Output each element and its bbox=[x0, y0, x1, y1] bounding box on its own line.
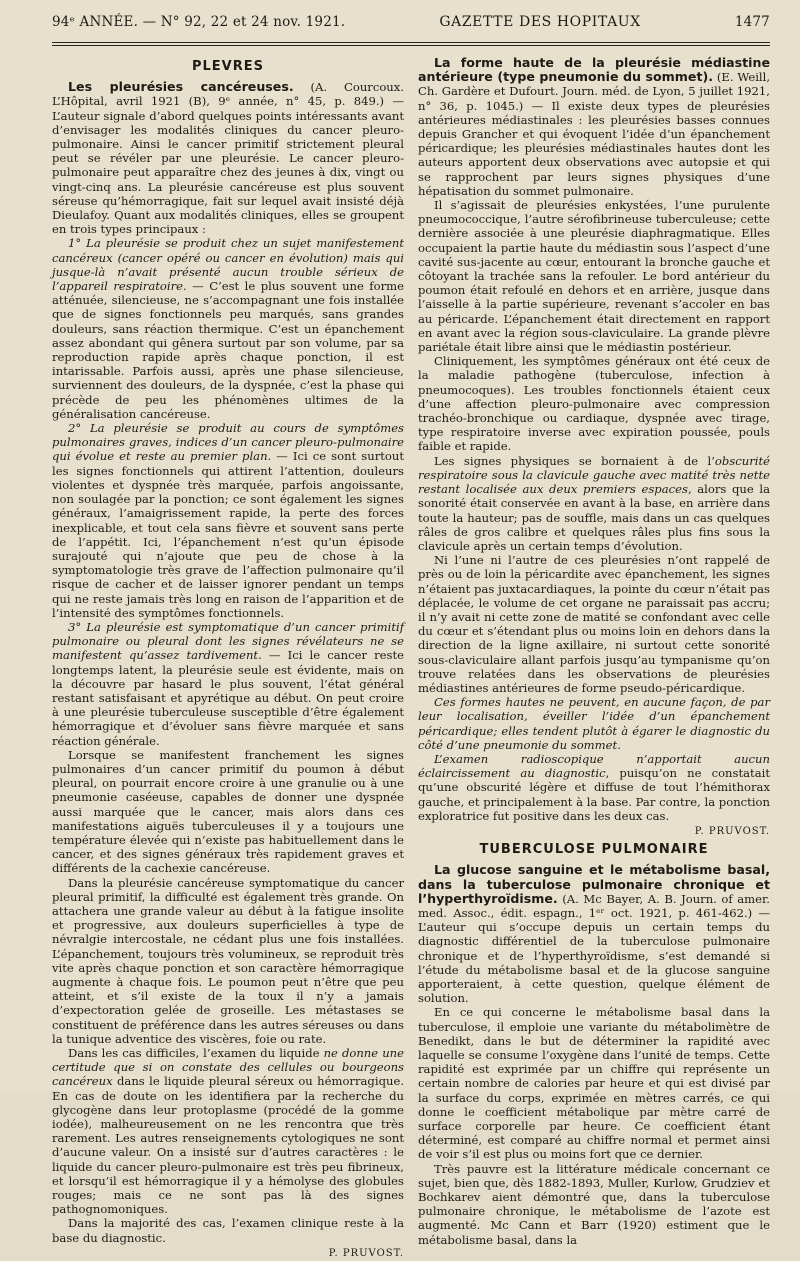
paragraph: Les signes physiques se bornaient à de l’obscurité respiratoire sous la clavicule gauche avec matité très nette restant localisée aux deux premiers espaces, alors que la sonorité était conservée en avant à la base, en arrière dans toute la hauteur; pas de souffle, mais dans un cas quelques râles de gros calibre et quelques râles plus fins sous la clavicule après un certain temps d’évolution. bbox=[418, 453, 770, 553]
paragraph: Cliniquement, les symptômes généraux ont été ceux de la maladie pathogène (tuberculose, infection à pneumocoques). Les troubles fonctionnels étaient ceux d’une affection pleuro-pulmonaire avec compression trachéo-bronchique ou cardiaque, dyspnée avec tirage, type respiratoire inverse avec expiration poussée, pouls faible et rapide. bbox=[418, 354, 770, 454]
paragraph: Très pauvre est la littérature médicale concernant ce sujet, bien que, dès 1882-1893, Muller, Kurlow, Grudziev et Bochkarev aient démontré que, dans la tuberculose pulmonaire chronique, le métabolisme de l’azote est augmenté. Mc Cann et Barr (1920) estiment que le métabolisme basal, dans la bbox=[418, 1161, 770, 1247]
page-header bbox=[52, 14, 770, 36]
article-title: Les pleurésies cancéreuses. bbox=[68, 79, 294, 95]
article-intro bbox=[418, 863, 770, 1005]
page-number: 1477 bbox=[734, 14, 770, 30]
header-rule-thin bbox=[52, 45, 770, 46]
paragraph: Ni l’une ni l’autre de ces pleurésies n’ont rappelé de près ou de loin la péricardite avec épanchement, les signes n’étaient pas juxtacardiaques, la pointe du cœur n’était pas déplacée, le volume de cet organe ne paraissait pas accru; il n’y avait ni cette zone de matité se confondant avec celle du cœur et s’étendant plus ou moins loin en dehors dans la direction de la ligne axillaire, ni surtout cette sonorité sous-claviculaire allant parfois jusqu’au tympanisme qu’on trouve relatées dans les observations de pleurésies médiastines antérieures de forme pseudo-péricardique. bbox=[418, 553, 770, 695]
paragraph-conclusion: Dans la majorité des cas, l’examen clinique reste à la base du diagnostic. bbox=[52, 1216, 404, 1245]
journal-title: GAZETTE DES HOPITAUX bbox=[439, 14, 641, 30]
article-intro bbox=[52, 80, 404, 236]
paragraph-type-1: 1° La pleurésie se produit chez un sujet manifestement cancéreux (cancer opéré ou cancer en évolution) mais qui jusque-là n’avait présenté aucun trouble sérieux de l’appareil respiratoire. — C’est le plus souvent une forme atténuée, silencieuse, ne s’accompagnant une fois installée que de signes fonctionnels peu marqués, sans grandes douleurs, sans réaction thermique. C’est un épanchement assez abondant qui gênera surtout par son volume, par sa reproduction rapide après chaque ponction, il est intarissable. Parfois aussi, après une phase silencieuse, surviennent des douleurs, de la dyspnée, c’est la phase qui précède de peu les phénomènes ultimes de la généralisation cancéreuse. bbox=[52, 236, 404, 421]
issue-info: 94ᵉ ANNÉE. — N° 92, 22 et 24 nov. 1921. bbox=[52, 14, 346, 30]
section-heading-plevres: PLEVRES bbox=[191, 59, 264, 74]
left-column bbox=[52, 56, 405, 1259]
paragraph: Lorsque se manifestent franchement les signes pulmonaires d’un cancer primitif du poumon à début pleural, on pourrait encore croire à une granulie ou à une pneumonie caséeuse, capables de donner une dyspnée aussi marquée que le cancer, mais alors dans ces manifestations aiguës tuberculeuses il y a toujours une température élevée qui n’existe pas habituellement dans le cancer, et des signes généraux très rapidement graves et différents de la cachexie cancéreuse. bbox=[52, 747, 404, 876]
right-column bbox=[418, 55, 771, 1247]
article-intro bbox=[418, 56, 770, 198]
article-title: La forme haute de la pleurésie médiastine antérieure (type pneumonie du sommet). bbox=[418, 55, 770, 85]
paragraph-type-3: 3° La pleurésie est symptomatique d’un cancer primitif pulmonaire ou pleural dont les signes révélateurs ne se manifestent qu’assez tardivement. — Ici le cancer reste longtemps latent, la pleurésie seule est évidente, mais on la découvre par hasard le plus souvent, l’état général restant satisfaisant et apyrétique au début. On peut croire à une pleurésie tuberculeuse susceptible d’être également hémorragique et d’évoluer sans fièvre marquée et sans réaction générale. bbox=[52, 619, 404, 748]
paragraph-type-2: 2° La pleurésie se produit au cours de symptômes pulmonaires graves, indices d’un cancer pleuro-pulmonaire qui évolue et reste au premier plan. — Ici ce sont surtout les signes fonctionnels qui attirent l’attention, douleurs violentes et dyspnée très marquée, parfois angoissante, non soulagée par la ponction; ce sont également les signes généraux, l’amaigrissement rapide, la perte des forces inexplicable, et tout cela sans fièvre et souvent sans perte de l’appétit. Ici, l’épanchement n’est qu’un épisode surajouté qui n’ajoute que peu de chose à la symptomatologie très grave de l’affection pulmonaire qu’il risque de cacher et de laisser ignorer pendant un temps qui ne reste jamais très long en raison de l’apparition et de l’intensité des symptômes fonctionnels. bbox=[52, 421, 405, 620]
signature: P. PRUVOST. bbox=[328, 1247, 404, 1259]
paragraph: En ce qui concerne le métabolisme basal dans la tuberculose, il emploie une variante du métabolimètre de Benedikt, dans le but de déterminer la rapidité avec laquelle se consume l’oxygène dans l’unité de temps. Cette rapidité est exprimée par un chiffre qui représente un certain nombre de calories par heure et qui est divisé par la surface du corps, exprimée en mètres carrés, ce qui donne le coefficient métabolique par mètre carré de surface corporelle par heure. Ce coefficient étant déterminé, est comparé au chiffre normal et permet ainsi de voir s’il est plus ou moins fort que ce dernier. bbox=[418, 1005, 770, 1162]
article-source: (E. Weill, Ch. Gardère et Dufourt. Journ. méd. de Lyon, 5 juillet 1921, n° 36, p. 1045.) — Il existe deux types de pleurésies antérieures médiastinales : les pleurésies basses connues depuis Grancher et qui évoquent l’idée d’un épanchement péricardique; les pleurésies médiastinales hautes dont les auteurs apportent deux observations avec autopsie et qui se rapprochent par leurs signes physiques d’une hépatisation du sommet pulmonaire. bbox=[418, 70, 771, 198]
paragraph: Il s’agissait de pleurésies enkystées, l’une purulente pneumococcique, l’autre sérofibrineuse tuberculeuse; cette dernière associée à une pleurésie diaphragmatique. Elles occupaient la partie haute du médiastin sous l’aspect d’une cavité sus-jacente au cœur, entourant la bronche gauche et côtoyant la trachée sans la refouler. Le bord antérieur du poumon était refoulé en dehors et en arrière, jusque dans l’aisselle à la partie supérieure, revenant s’accoler en bas au péricarde. L’épanchement était directement en rapport en avant avec la région sous-claviculaire. La grande plèvre pariétale était libre ainsi que le médiastin postérieur. bbox=[418, 198, 770, 355]
columns bbox=[52, 55, 771, 1259]
paragraph: L’examen radioscopique n’apportait aucun éclaircissement au diagnostic, puisqu’on ne constatait qu’une obscurité légère et diffuse de tout l’hémithorax gauche, et principalement à la base. Par contre, la ponction exploratrice fut positive dans les deux cas. bbox=[418, 751, 770, 823]
article-title: La glucose sanguine et le métabolisme basal, dans la tuberculose pulmonaire chronique et l’hyperthyroïdisme. bbox=[418, 862, 770, 906]
signature: P. PRUVOST. bbox=[694, 825, 770, 837]
article-source: (A. Mc Bayer, A. B. Journ. of amer. med. Assoc., édit. espagn., 1ᵉʳ oct. 1921, p. 461-462.) — L’auteur qui s’occupe depuis un certain temps du diagnostic différentiel de la tuberculose pulmonaire chronique et de l’hyperthyroïdisme, s’est demandé si l’étude du métabolisme basal et de la glucose sanguine apporteraient, à cette question, quelque élément de solution. bbox=[418, 891, 770, 1006]
paragraph: Ces formes hautes ne peuvent, en aucune façon, de par leur localisation, éveiller l’idée d’un épanchement péricardique; elles tendent plutôt à égarer le diagnostic du côté d’une pneumonie du sommet. bbox=[418, 695, 770, 752]
paragraph: Dans les cas difficiles, l’examen du liquide ne donne une certitude que si on constate des cellules ou bourgeons cancéreux dans le liquide pleural séreux ou hémorragique. En cas de doute on les identifiera par la recherche du glycogène dans leur protoplasme (procédé de la gomme iodée), malheureusement on ne les rencontra que très rarement. Les autres renseignements cytologiques ne sont d’aucune valeur. On a insisté sur d’autres caractères : le liquide du cancer pleuro-pulmonaire est très peu fibrineux, et lorsqu’il est hémorragique il y a hémolyse des globules rouges; mais ce ne sont pas là des signes pathognomoniques. bbox=[52, 1046, 404, 1217]
article-source: (A. Courcoux. L’Hôpital, avril 1921 (B), 9ᵉ année, n° 45, p. 849.) — L’auteur signale d’abord quelques points intéressants avant d’envisager les modalités cliniques du cancer pleuro-pulmonaire. Ainsi le cancer primitif strictement pleural peut se révéler par une pleurésie. Le cancer pleuro-pulmonaire peut apparaître chez des jeunes à dix, vingt ou vingt-cinq ans. La pleurésie cancéreuse est plus souvent séreuse qu’hémorragique, fait sur lequel avait insisté déjà Dieulafoy. Quant aux modalités cliniques, elles se groupent en trois types principaux : bbox=[52, 80, 404, 237]
section-heading-tuberculose: TUBERCULOSE PULMONAIRE bbox=[479, 842, 709, 858]
paragraph: Dans la pleurésie cancéreuse symptomatique du cancer pleural primitif, la difficulté est également très grande. On attachera une grande valeur au début à la fatigue insolite et progressive, aux douleurs superficielles à type de névralgie intercostale, ne cédant plus une fois installées. L’épanchement, toujours très volumineux, se reproduit très vite après chaque ponction et son caractère hémorragique augmente à chaque fois. Le poumon peut n’être que peu atteint, et s’il existe de la toux il n’y a jamais d’expectoration gelée de groseille. Les métastases se constituent de préférence dans les autres séreuses ou dans la tunique adventice des viscères, foie ou rate. bbox=[52, 875, 404, 1046]
header-rule bbox=[52, 42, 770, 43]
